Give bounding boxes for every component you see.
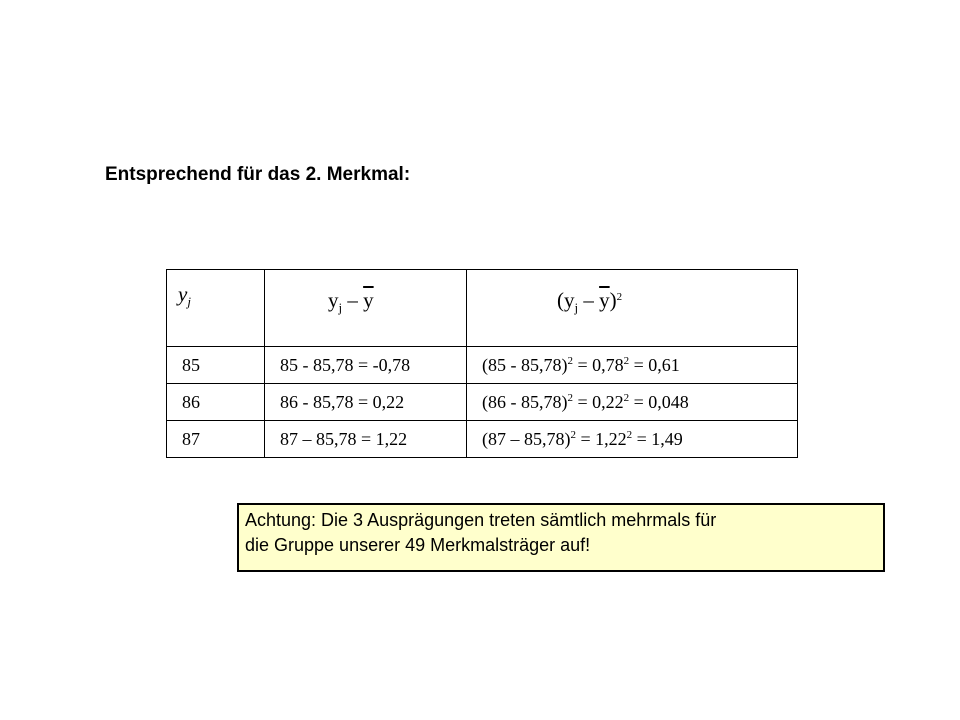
table-row	[167, 384, 798, 421]
cell-squared: $(86 - 85,78)^2 = 0,22^2 = 0,048$	[467, 384, 798, 421]
section-heading: Entsprechend für das 2. Merkmal:	[105, 164, 411, 185]
attention-note-box	[237, 503, 885, 572]
cell-value: 86	[167, 384, 265, 421]
header-cell-deviation	[265, 270, 467, 347]
cell-deviation: 87 – 85,78 = 1,22	[265, 421, 467, 458]
cell-deviation: 86 - 85,78 = 0,22	[265, 384, 467, 421]
header-deviation-formula: $y_j - \overline{y}$	[328, 288, 374, 316]
cell-squared: $(87 - 85,78)^2 = 1,22^2 = 1,49$	[467, 421, 798, 458]
table-header-row	[167, 270, 798, 347]
cell-squared: $(85 - 85,78)^2 = 0,78^2 = 0,61$	[467, 347, 798, 384]
cell-value: 87	[167, 421, 265, 458]
deviation-table	[166, 269, 798, 458]
note-line-1: Achtung: Die 3 Ausprägungen treten sämtlich mehrmals für	[245, 510, 717, 530]
note-line-2: die Gruppe unserer 49 Merkmalsträger auf!	[245, 535, 591, 555]
table-row	[167, 347, 798, 384]
cell-deviation: 85 - 85,78 = -0,78	[265, 347, 467, 384]
header-squared-formula: $(y_j - \overline{y})^2$	[557, 288, 623, 316]
header-yj: $y_j$	[178, 282, 191, 310]
header-cell-yj	[167, 270, 265, 347]
cell-value: 85	[167, 347, 265, 384]
header-cell-squared	[467, 270, 798, 347]
table-row	[167, 421, 798, 458]
